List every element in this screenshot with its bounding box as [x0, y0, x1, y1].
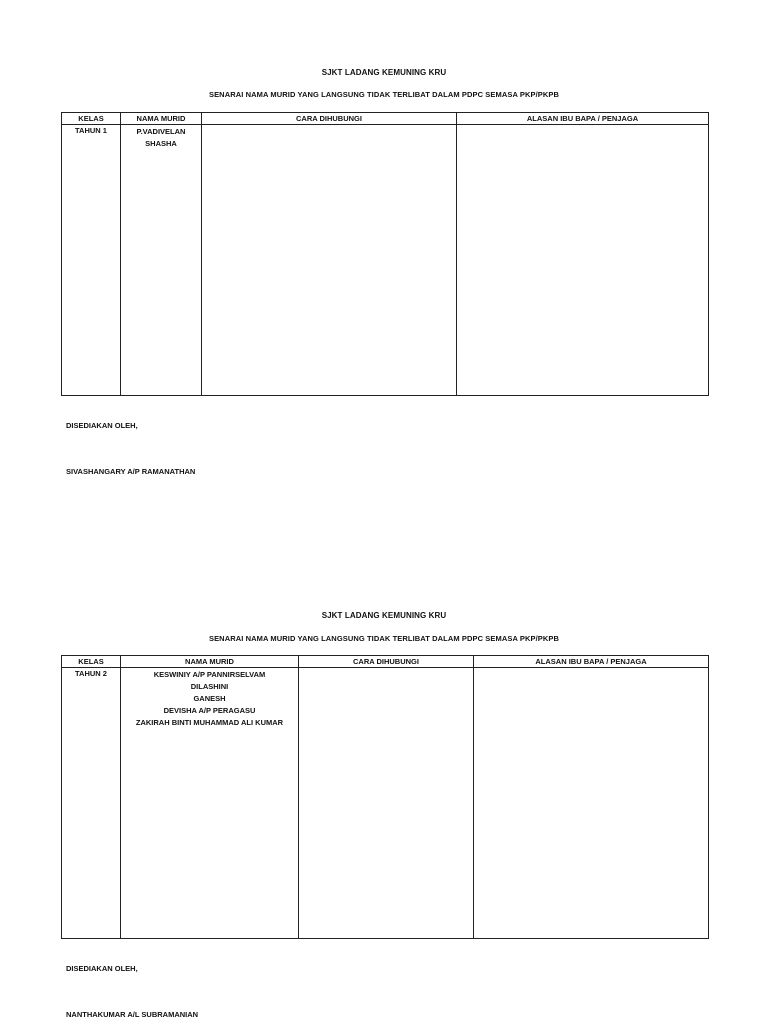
table-header-row: [62, 656, 709, 668]
prepared-by-name: SIVASHANGARY A/P RAMANATHAN: [66, 467, 196, 476]
prepared-by-label: DISEDIAKAN OLEH,: [66, 964, 138, 973]
form-heading: SENARAI NAMA MURID YANG LANGSUNG TIDAK TERLIBAT DALAM PDPC SEMASA PKP/PKPB: [208, 634, 560, 643]
column-header-alasan: ALASAN IBU BAPA / PENJAGA: [457, 113, 709, 125]
form-heading: SENARAI NAMA MURID YANG LANGSUNG TIDAK TERLIBAT DALAM PDPC SEMASA PKP/PKPB: [208, 90, 560, 99]
cell-alasan: [474, 668, 709, 939]
column-header-cara-dihubungi: CARA DIHUBUNGI: [299, 656, 474, 668]
column-header-nama-murid: NAMA MURID: [121, 113, 202, 125]
student-name: KESWINIY A/P PANNIRSELVAM: [153, 670, 266, 679]
table-row: [62, 668, 709, 939]
student-name: SHASHA: [145, 139, 177, 148]
student-table: [61, 655, 709, 939]
cell-nama-murid: [121, 668, 299, 939]
school-title: SJKT LADANG KEMUNING KRU: [321, 68, 447, 77]
student-table: [61, 112, 709, 396]
cell-nama-murid: [121, 125, 202, 396]
column-header-nama-murid: NAMA MURID: [121, 656, 299, 668]
prepared-by-name: NANTHAKUMAR A/L SUBRAMANIAN: [66, 1010, 199, 1019]
column-header-kelas: KELAS: [62, 656, 121, 668]
prepared-by-label: DISEDIAKAN OLEH,: [66, 421, 138, 430]
student-name: GANESH: [193, 694, 226, 703]
column-header-alasan: ALASAN IBU BAPA / PENJAGA: [474, 656, 709, 668]
student-name: DILASHINI: [190, 682, 229, 691]
cell-cara-dihubungi: [202, 125, 457, 396]
table-row: [62, 125, 709, 396]
student-name: P.VADIVELAN: [136, 127, 186, 136]
cell-kelas: TAHUN 1: [62, 125, 121, 396]
table-header-row: [62, 113, 709, 125]
school-title: SJKT LADANG KEMUNING KRU: [321, 611, 447, 620]
column-header-kelas: KELAS: [62, 113, 121, 125]
column-header-cara-dihubungi: CARA DIHUBUNGI: [202, 113, 457, 125]
student-name: DEVISHA A/P PERAGASU: [163, 706, 256, 715]
student-name: ZAKIRAH BINTI MUHAMMAD ALI KUMAR: [135, 718, 284, 727]
cell-alasan: [457, 125, 709, 396]
cell-cara-dihubungi: [299, 668, 474, 939]
cell-kelas: TAHUN 2: [62, 668, 121, 939]
